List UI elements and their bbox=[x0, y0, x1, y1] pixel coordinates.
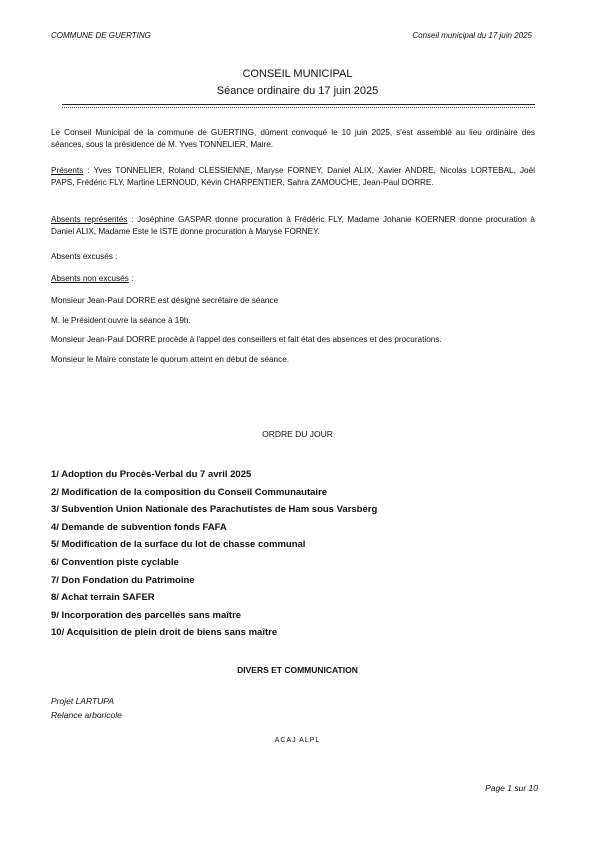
agenda-item: 5/ Modification de la surface du lot de chasse communal bbox=[51, 539, 306, 551]
presents-list: : Yves TONNELIER, Roland CLESSIENNE, Maryse FORNEY, Daniel ALIX, Xavier ANDRE, Nicolas LORTEBAL, Joël PAPS, Frédéric FLY, Martine LERNOUD, Kévin CHARPENTIER, Sahra ZAMOUCHE, Jean-Paul DORRE. bbox=[51, 166, 535, 187]
agenda-item: 6/ Convention piste cyclable bbox=[51, 556, 179, 568]
absents-representes-list: : Joséphine GASPAR donne procuration à Frédéric FLY, Madame Johanie KOERNER donne procuration à Daniel ALIX, Madame Este le ISTE donne procuration à Maryse FORNEY. bbox=[51, 215, 535, 236]
agenda-item: 2/ Modification de la composition du Conseil Communautaire bbox=[51, 486, 328, 498]
appel-line: Monsieur Jean-Paul DORRE procède à l'appel des conseillers et fait état des absences et des procurations. bbox=[51, 335, 442, 344]
absents-non-excuses-paragraph bbox=[51, 273, 535, 285]
secretaire-line: Monsieur Jean-Paul DORRE est désigné secrétaire de séance bbox=[51, 296, 279, 305]
presents-paragraph bbox=[51, 165, 535, 189]
agenda-item: 8/ Achat terrain SAFER bbox=[51, 592, 155, 604]
title-divider bbox=[62, 104, 535, 105]
page-number: Page 1 sur 10 bbox=[485, 783, 538, 793]
divers-item: Projet LARTUPA bbox=[51, 696, 114, 706]
intro-paragraph: Le Conseil Municipal de la commune de GUERTING, dûment convoqué le 10 juin 2025, s'est assemblé au lieu ordinaire des séances, sous la présidence de M. Yves TONNELIER, Maire. bbox=[51, 128, 535, 149]
absents-excuses: Absents excusés : bbox=[51, 252, 118, 261]
absents-representes-paragraph bbox=[51, 214, 535, 238]
agenda-item: 1/ Adoption du Procès-Verbal du 7 avril 2025 bbox=[51, 469, 252, 480]
signature-mark: ACAJ ALPL bbox=[274, 737, 321, 744]
absents-non-excuses-label: Absents non excusés bbox=[51, 274, 129, 283]
absents-representes-label: Absents représentés bbox=[51, 215, 128, 224]
absents-non-excuses-list: : bbox=[128, 274, 134, 283]
quorum-line: Monsieur le Maire constate le quorum atteint en début de séance. bbox=[51, 355, 290, 364]
agenda-item: 3/ Subvention Union Nationale des Parachutistes de Ham sous Varsberg bbox=[51, 504, 378, 516]
agenda-item: 9/ Incorporation des parcelles sans maître bbox=[51, 609, 242, 621]
divers-item: Relance arboricole bbox=[51, 710, 122, 720]
page-subtitle: Séance ordinaire du 17 juin 2025 bbox=[216, 85, 379, 97]
title-divider-dotted bbox=[62, 107, 535, 108]
page-title: CONSEIL MUNICIPAL bbox=[242, 68, 353, 80]
agenda-list bbox=[51, 466, 535, 642]
divers-title: DIVERS ET COMMUNICATION bbox=[237, 665, 358, 675]
header-session: Conseil municipal du 17 juin 2025 bbox=[412, 31, 532, 40]
ordre-du-jour-title: ORDRE DU JOUR bbox=[262, 429, 333, 439]
agenda-item: 4/ Demande de subvention fonds FAFA bbox=[51, 521, 227, 533]
presents-label: Présents bbox=[51, 166, 84, 175]
ouverture-line: M. le Président ouvre la séance à 19h. bbox=[51, 316, 191, 325]
agenda-item: 10/ Acquisition de plein droit de biens sans maître bbox=[51, 627, 278, 639]
header-commune: COMMUNE DE GUERTING bbox=[51, 31, 151, 40]
agenda-item: 7/ Don Fondation du Patrimoine bbox=[51, 574, 195, 586]
